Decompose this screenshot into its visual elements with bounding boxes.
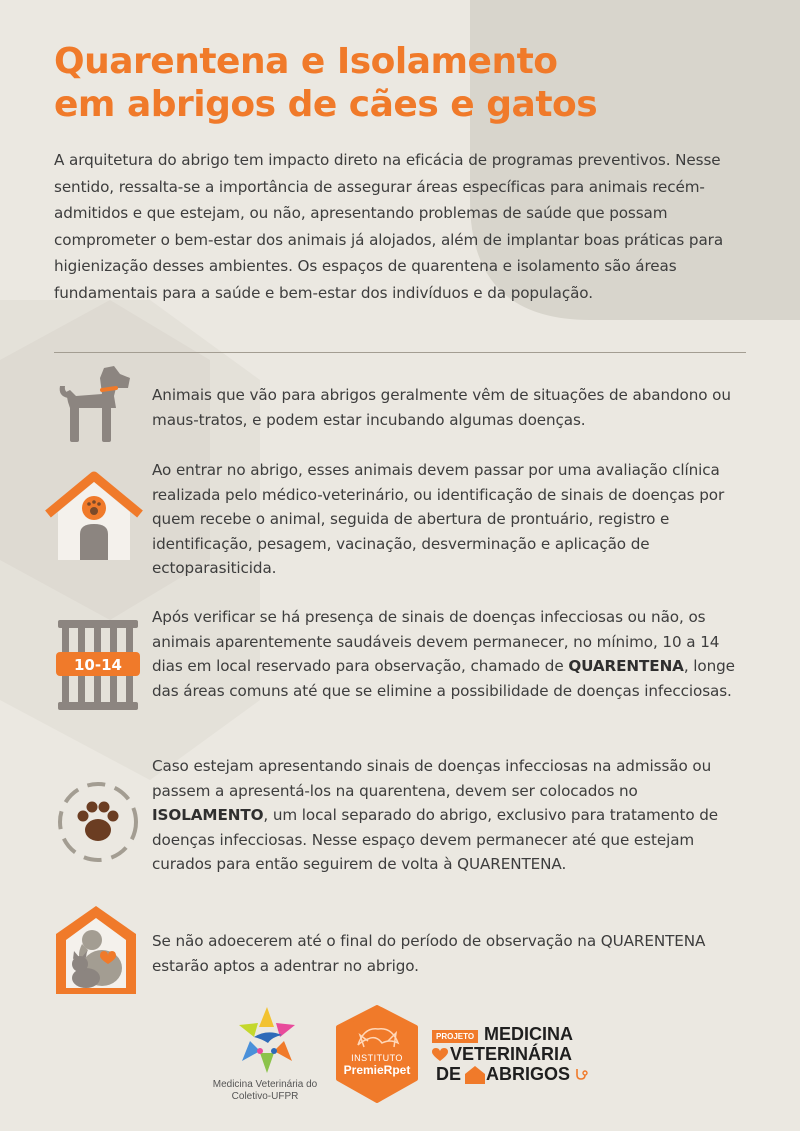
cage-icon: [56, 618, 140, 712]
house-icon: [465, 1066, 485, 1084]
quarentena-bold: QUARENTENA: [568, 657, 684, 675]
mvc-line-2: Coletivo-UFPR: [231, 1091, 299, 1102]
item-5-text: Se não adoecerem até o final do período de observação na QUARENTENA estarão aptos a adentrar no abrigo.: [152, 932, 706, 975]
mvc-line-1: Medicina Veterinária do: [212, 1079, 318, 1090]
page-title: [54, 40, 754, 126]
projeto-line-2: VETERINÁRIA: [450, 1044, 573, 1064]
title-line-2: em abrigos de cães e gatos: [54, 84, 598, 125]
item-4-text: [152, 754, 752, 877]
logo-premierpet: [334, 1005, 420, 1105]
premierpet-line-2: PremieRpet: [343, 1063, 411, 1077]
item-4-text-after: , um local separado do abrigo, exclusivo para tratamento de doenças infecciosas. Nesse espaço devem permanecer até que estejam curados para então seguirem de volta à QUARENTENA.: [152, 806, 719, 873]
item-3-text: [152, 605, 752, 703]
mvc-star-icon: [232, 1005, 302, 1075]
heart-icon: [432, 1048, 448, 1062]
isolamento-bold: ISOLAMENTO: [152, 806, 264, 824]
projeto-tag: PROJETO: [432, 1030, 478, 1043]
item-1-text: Animais que vão para abrigos geralmente vêm de situações de abandono ou maus-tratos, e podem estar incubando algumas doenças.: [152, 386, 731, 429]
doghouse-icon: [44, 468, 144, 564]
pets-home-icon: [56, 904, 136, 996]
projeto-line-1: MEDICINA: [484, 1024, 573, 1044]
premierpet-text: [334, 1053, 420, 1077]
premierpet-line-1: INSTITUTO: [351, 1053, 403, 1063]
projeto-line-3a: DE: [436, 1064, 462, 1084]
mvc-caption: [200, 1079, 330, 1103]
logo-mvc: [200, 1005, 330, 1105]
divider: [54, 352, 746, 353]
title-line-1: Quarentena e Isolamento: [54, 41, 558, 82]
paw-icon: [56, 780, 140, 864]
dog-icon: [56, 364, 136, 446]
intro-paragraph: A arquitetura do abrigo tem impacto direto na eficácia de programas preventivos. Nesse sentido, ressalta-se a importância de assegurar áreas específicas para animais recém-admitidos e que estejam, ou não, apresentando problemas de saúde que possam comprometer o bem-estar dos animais já alojados, além de implantar boas práticas para higienização desses ambientes. Os espaços de quarentena e isolamento são áreas fundamentais para a saúde e bem-estar dos indivíduos e da população.: [54, 151, 724, 302]
item-2-text: Ao entrar no abrigo, esses animais devem passar por uma avaliação clínica realizada pelo médico-veterinário, ou identificação de sinais de doenças por quem recebe o animal, seguida de abertura de prontuário, registro e identificação, pesagem, vacinação, desverminação e aplicação de ectoparasiticida.: [152, 461, 725, 577]
cage-badge-text: 10-14: [74, 656, 122, 674]
logo-projeto-mva: [432, 1024, 602, 1090]
projeto-line-3b: ABRIGOS: [486, 1064, 571, 1084]
item-3-text-after: , longe das áreas comuns até que se elimine a possibilidade de doenças infecciosas.: [152, 657, 735, 700]
item-3-text-before: Após verificar se há presença de sinais de doenças infecciosas ou não, os animais aparentemente saudáveis devem permanecer, no mínimo, 10 a 14 dias em local reservado para observação, chamado de: [152, 608, 720, 675]
item-4-text-before: Caso estejam apresentando sinais de doenças infecciosas na admissão ou passem a apresentá-los na quarentena, devem ser colocados no: [152, 757, 712, 800]
stethoscope-icon: [575, 1068, 589, 1084]
